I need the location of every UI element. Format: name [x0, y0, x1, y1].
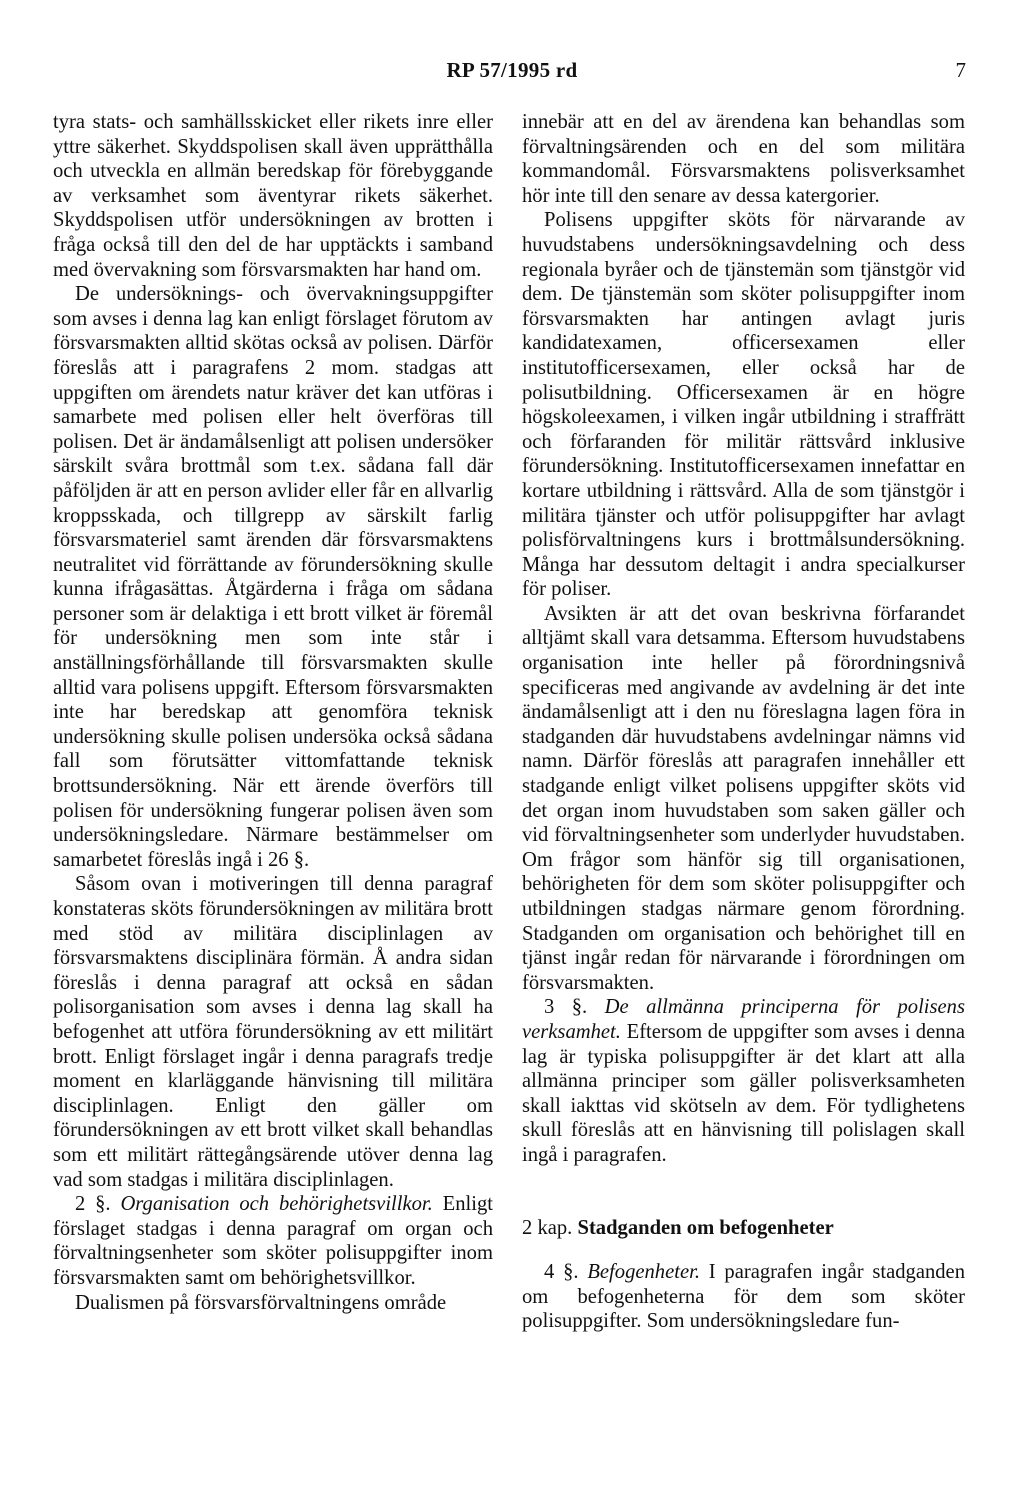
right-column — [522, 110, 965, 1334]
right-paragraph-2: Polisens uppgifter sköts för närvarande av huvudstabens undersökningsavdelning och dess regionala byråer och de tjänstemän som tjänstgör vid dem. De tjänstemän som sköter polisuppgifter inom försvarsmakten har antingen avlagt juris kandidatexamen, officersexamen eller institutofficersexamen, eller också har de polisutbildning. Officersexamen är en högre högskoleexamen, i vilken ingår utbildning i straffrätt och förfaranden för militär rättsvård inklusive förundersökning. Institutofficersexamen innefattar en kortare utbildning i rättsvård. Alla de som tjänstgör i militära tjänster och utför polisuppgifter har avlagt polisförvaltningens kurs i brottmålsundersökning. Många har dessutom deltagit i andra specialkurser för poliser. — [522, 209, 965, 601]
left-paragraph-1: tyra stats- och samhällsskicket eller rikets inre eller yttre säkerhet. Skyddspolisen skall även upprätthålla och utveckla en allmän beredskap för förebyggande av verksamhet som äventyrar rikets säkerhet. Skyddspolisen utför undersökningen av brotten i fråga också till den del de har upptäckts i samband med övervakning som försvarsmakten har hand om. — [53, 111, 493, 281]
chapter-heading — [522, 1216, 965, 1241]
right-paragraph-3: Avsikten är att det ovan beskrivna förfarandet alltjämt skall vara detsamma. Eftersom huvudstabens organisation inte heller på förordningsnivå specificeras med angivande av avdelning är det inte ändamålsenligt att i den nu föreslagna lagen föra in stadganden där huvudstabens avdelningar nämns vid namn. Därför föreslås att paragrafen innehåller ett stadgande enligt vilket polisens uppgifter sköts vid det organ inom huvudstaben som saken gäller och vid förvaltningsenheter som underlyder huvudstaben. Om frågor som hänför sig till organisationen, behörigheten för dem som sköter polisuppgifter och utbildningen stadgas närmare genom förordning. Stadganden om organisation och behörighet till en tjänst ingår redan för närvarande i förordningen om försvarsmakten. — [522, 602, 965, 994]
chapter-label: 2 kap. — [522, 1216, 573, 1239]
chapter-title: Stadganden om befogenheter — [577, 1216, 834, 1239]
section-text: Enligt förslaget stadgas i denna paragraf om organ och förvaltningsenheter som sköter polisuppgifter inom försvarsmakten samt om behörighetsvillkor. — [53, 1193, 493, 1289]
left-paragraph-2: De undersöknings- och övervakningsuppgifter som avses i denna lag kan enligt förslaget förutom av försvarsmakten alltid skötas också av polisen. Därför föreslås att i paragrafens 2 mom. stadgas att uppgiften om ärendets natur kräver det kan utföras i samarbete med polisen eller helt överföras till polisen. Det är ändamålsenligt att polisen undersöker särskilt svåra brottmål som t.ex. sådana fall där påföljden är att en person avlider eller får en allvarlig kroppsskada, och tillgrepp av särskilt farlig försvarsmateriel samt ärenden där försvarsmaktens neutralitet vid förrättande av förundersökning skulle kunna ifrågasättas. Åtgärderna i fråga om sådana personer som är delaktiga i ett brott vilket är föremål för undersökning men som inte står i anställningsförhållande till försvarsmakten skulle alltid vara polisens uppgift. Eftersom försvarsmakten inte har beredskap att genomföra teknisk undersökning skulle polisen undersöka också sådana fall som förutsätter vittomfattande teknisk brottsundersökning. När ett ärende överförs till polisen för undersökning fungerar polisen även som undersökningsledare. Närmare bestämmelser om samarbetet föreslås ingå i 26 §. — [53, 283, 493, 871]
section-number: 2 §. — [75, 1193, 111, 1216]
section-heading: De allmänna principerna för polisens verksamhet. — [522, 996, 965, 1043]
section-number: 4 §. — [544, 1261, 579, 1284]
right-paragraph-4 — [522, 995, 965, 1167]
right-paragraph-5 — [522, 1260, 965, 1334]
page-number: 7 — [955, 58, 966, 82]
page-header-title: RP 57/1995 rd — [446, 58, 578, 82]
right-paragraph-1: innebär att en del av ärendena kan behandlas som förvaltningsärenden och en del som militära kommandomål. Försvarsmaktens polisverksamhet hör inte till den senare av dessa katergorier. — [522, 111, 965, 207]
left-column — [53, 110, 493, 1315]
section-heading: Organisation och behörighetsvillkor. — [120, 1193, 433, 1216]
left-paragraph-3: Såsom ovan i motiveringen till denna paragraf konstateras sköts förundersökningen av militära brott med stöd av militära disciplinlagen av försvarsmaktens disciplinära förmän. Å andra sidan föreslås i denna paragraf att också en sådan polisorganisation som avses i denna lag skall ha befogenhet att utföra förundersökning av ett militärt brott. Enligt förslaget ingår i denna paragrafs tredje moment en klarläggande hänvisning till militära disciplinlagen. Enligt den gäller om förundersökningen av ett brott vilket skall behandlas som ett militärt rättegångsärende utöver denna lag vad som stadgas i militära disciplinlagen. — [53, 873, 493, 1191]
section-text: I paragrafen ingår stadganden om befogenheterna för dem som sköter polisuppgifter. Som undersökningsledare fun- — [522, 1261, 965, 1333]
section-text: Eftersom de uppgifter som avses i denna lag är typiska polisuppgifter är det klart att alla allmänna principer som gäller polisverksamheten skall iakttas vid skötseln av dem. För tydlighetens skull föreslås att en hänvisning till polislagen skall ingå i paragrafen. — [522, 1020, 965, 1166]
left-paragraph-5: Dualismen på försvarsförvaltningens område — [75, 1291, 447, 1314]
section-heading: Befogenheter. — [587, 1261, 700, 1284]
left-paragraph-4 — [53, 1192, 493, 1290]
section-number: 3 §. — [544, 996, 588, 1019]
